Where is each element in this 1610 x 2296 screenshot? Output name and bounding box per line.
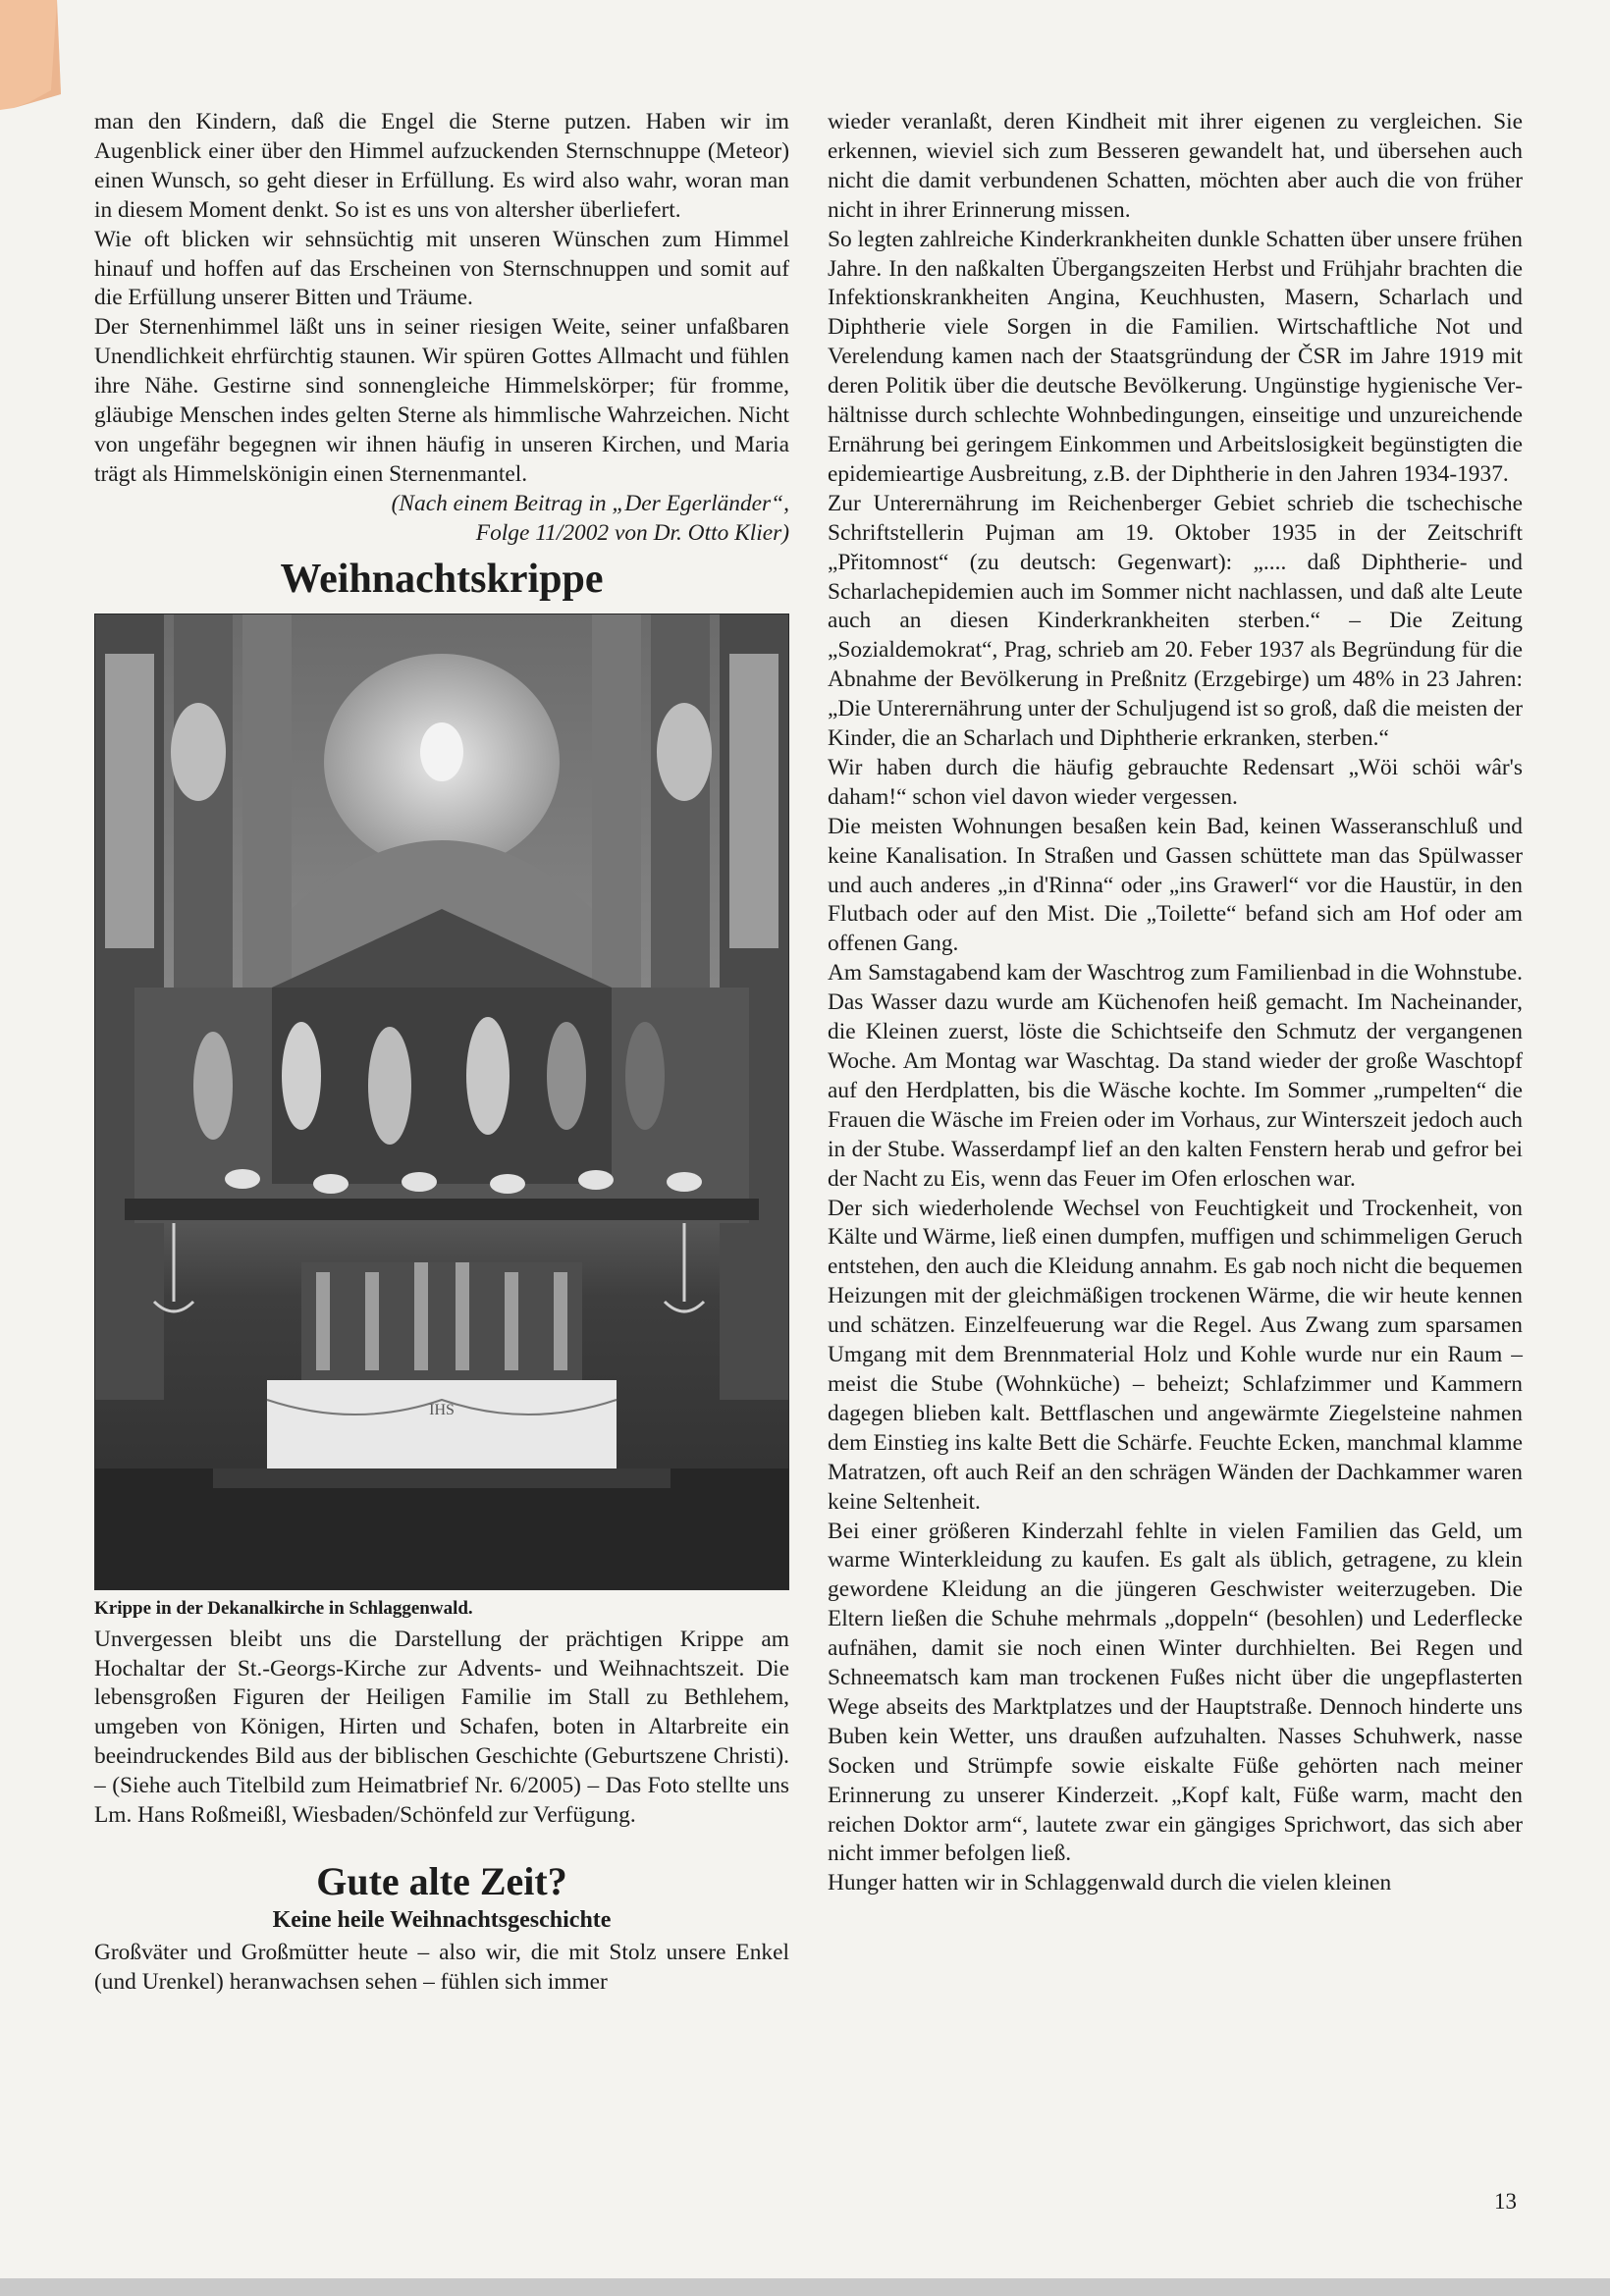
right-paragraph-3: Zur Unterernährung im Reichenberger Gebiet schrieb die tschechische Schriftstellerin Pujman am 19. Oktober 1935 in der Zeitschrift „Přitomnost“ (zu deutsch: Gegenwart): „.... daß Diphtherie- und Scharlachepidemien auch im Sommer nicht nachlassen, und daß alte Leute auch an diesen Kinderkrankheiten sterben.“ – Die Zeitung „Sozialdemokrat“, Prag, schrieb am 20. Feber 1937 als Begründung für die Abnahme der Bevölkerung in Preßnitz (Erzgebirge) um 48% in 23 Jahren: „Die Unterernährung unter der Schuljugend ist so groß, daß die meisten der Kinder, die an Scharlach und Diphtherie erkranken, sterben.“ [828,490,1524,752]
intro-paragraph-1: man den Kindern, daß die Engel die Sterne putzen. Haben wir im Augenblick einer über den Himmel aufzuckenden Sternschnuppe (Meteor) einen Wunsch, so geht dieser in Erfüllung. Es wird also wahr, woran man in diesem Moment denkt. So ist es uns von altersher überliefert. [94,109,789,223]
right-paragraph-7: Der sich wiederholende Wechsel von Feuchtigkeit und Trockenheit, von Kälte und Wärme, ließ einen dumpfen, muffigen und schimmeligen Geruch entstehen, den auch die Kleidung annahm. Es gab noch nicht die bequemen Heizungen mit der gleichmäßigen trockenen Wärme, die wir heute kennen und schätzen. Einzelfeuerung war die Regel. Aus Zwang zum sparsamen Umgang mit dem Brennmaterial Holz und Kohle wurde nur ein Raum – meist die Stube (Wohnküche) – beheizt; Schlafzimmer und Kammern dagegen blieben kalt. Bettflaschen und angewärmte Ziegelsteine nahmen dem Einstieg ins kalte Bett die Schärfe. Feuchte Ecken, manchmal klamme Matratzen, oft auch Reif an den schrägen Wänden der Dachkammer waren keine Seltenheit. [828,1195,1523,1515]
altar-crib-photo [94,614,789,1590]
right-paragraph-5: Die meisten Wohnungen besaßen kein Bad, keinen Wasseranschluß und keine Kanalisation. In Straßen und Gassen schüttete man das Spülwasser und auch anderes „in d'Rinna“ oder „ins Grawerl“ vor die Haustür, in den Flutbach oder auf den Mist. Die „Toilette“ befand sich am Hof oder am offenen Gang. [828,813,1523,957]
gute-alte-zeit-paragraph: Großväter und Großmütter heute – also wir, die mit Stolz unsere Enkel (und Urenkel) heranwachsen sehen – fühlen sich immer [94,1939,789,1995]
source-line-2: Folge 11/2002 von Dr. Otto Klier) [475,519,789,546]
gute-alte-zeit-heading: Gute alte Zeit? [316,1858,567,1903]
page-number: 13 [1494,2189,1517,2214]
photo-caption: Krippe in der Dekanalkirche in Schlaggenwald. [94,1597,473,1619]
left-column [94,108,789,1998]
krippe-heading: Weihnachtskrippe [280,556,604,602]
right-paragraph-9: Hunger hatten wir in Schlaggenwald durch die vielen kleinen [828,1870,1392,1896]
right-paragraph-6: Am Samstagabend kam der Waschtrog zum Familienbad in die Wohnstube. Das Wasser dazu wurde am Küchenofen heiß gemacht. Im Nacheinander, die Kleinen zuerst, löste die Schichtseife den Schmutz der vergangenen Woche. Am Montag war Waschtag. Da stand wieder der große Waschtopf auf den Herdplatten, bis die Wäsche kochte. Im Sommer „rumpelten“ die Frauen die Wäsche im Freien oder im Vorhaus, zur Winterszeit jedoch auch in der Stube. Wasserdampf lief an den kalten Fenstern herab und gefror bei der Nacht zu Eis, wenn das Feuer im Ofen erloschen war. [828,960,1523,1192]
right-paragraph-4: Wir haben durch die häufig gebrauchte Redensart „Wöi schöi wâr's daham!“ schon viel davon wieder vergessen. [828,754,1523,810]
right-paragraph-8: Bei einer größeren Kinderzahl fehlte in vielen Familien das Geld, um warme Winterkleidung zu kaufen. Es galt als üblich, getragene, zu klein gewordene Kleidung an die jüngeren Geschwister weiterzugeben. Die Eltern ließen die Schuhe mehrmals „doppeln“ (besohlen) und Lederflecke aufnähen, damit sie noch einen Winter durchhielten. Bei Regen und Schneematsch kam man trockenen Fußes nicht über die ungepflasterten Wege abseits des Marktplatzes und der Hauptstraße. Dennoch hinderte uns Buben kein Wetter, uns draußen aufzuhalten. Nasses Schuhwerk, nasse Socken und Strümpfe sowie eiskalte Füße gehörten nach meiner Erinnerung zu unserer Kinderzeit. „Kopf kalt, Füße warm, macht den reichen Doktor arm“, lautete zwar ein gängiges Sprichwort, das sich aber nicht immer befolgen ließ. [828,1518,1523,1867]
corner-sticky-tab [0,0,157,116]
source-line-1: (Nach einem Beitrag in „Der Egerländer“, [391,490,789,516]
intro-paragraph-2: Wie oft blicken wir sehnsüchtig mit unseren Wünschen zum Himmel hinauf und hoffen auf das Erscheinen von Sternschnuppen und somit auf die Erfüllung unserer Bitten und Träume. [94,226,789,311]
right-column [828,108,1523,1898]
gute-alte-zeit-subheading: Keine heile Weihnachtsgeschichte [272,1906,612,1933]
right-paragraph-1: wieder veranlaßt, deren Kindheit mit ihrer eigenen zu vergleichen. Sie erkennen, wieviel sich zum Besseren gewandelt hat, und übersehen auch nicht die damit verbundenen Schatten, möchten aber auch die von früher nicht in ihrer Erinnerung missen. [828,109,1523,223]
intro-paragraph-3: Der Sternenhimmel läßt uns in seiner riesigen Weite, seiner unfaßbaren Unendlichkeit ehrfürchtig staunen. Wir spüren Gottes Allmacht und fühlen ihre Nähe. Gestirne sind sonnengleiche Himmelskörper; für fromme, gläubige Menschen indes gelten Sterne als himmlische Wahrzeichen. Nicht von ungefähr begegnen wir ihnen häufig in unseren Kirchen, und Maria trägt als Himmelskönigin einen Sternenmantel. [94,314,789,487]
altar-monogram: IHS [429,1401,455,1418]
scan-bottom-edge [0,2278,1610,2296]
right-paragraph-2: So legten zahlreiche Kinderkrankheiten dunkle Schatten über unsere frühen Jahre. In den naßkalten Übergangszeiten Herbst und Frühjahr brachten die Infektionskrankheiten Angina, Keuchhusten, Masern, Scharlach und Diphtherie viele Sorgen in die Familien. Wirtschaftliche Not und Verelendung kamen nach der Staatsgründung der ČSR im Jahre 1919 mit deren Politik über die deutsche Bevölkerung. Ungünstige hygienische Verhältnisse durch schlechte Wohnbedingungen, einseitige und unzureichende Ernährung bei geringem Einkommen und Arbeitslosigkeit begünstigten die epidemieartige Ausbreitung, z.B. der Diphtherie in den Jahren 1934-1937. [828,226,1523,487]
krippe-paragraph: Unvergessen bleibt uns die Darstellung der prächtigen Krippe am Hochaltar der St.-Georgs-Kirche zur Advents- und Weihnachtszeit. Die lebensgroßen Figuren der Heiligen Familie im Stall zu Bethlehem, umgeben von Königen, Hirten und Schafen, boten in Altarbreite ein beeindruckendes Bild aus der biblischen Geschichte (Geburtszene Christi). – (Siehe auch Titelbild zum Heimatbrief Nr. 6/2005) – Das Foto stellte uns Lm. Hans Roßmeißl, Wiesbaden/Schönfeld zur Verfügung. [94,1626,789,1829]
